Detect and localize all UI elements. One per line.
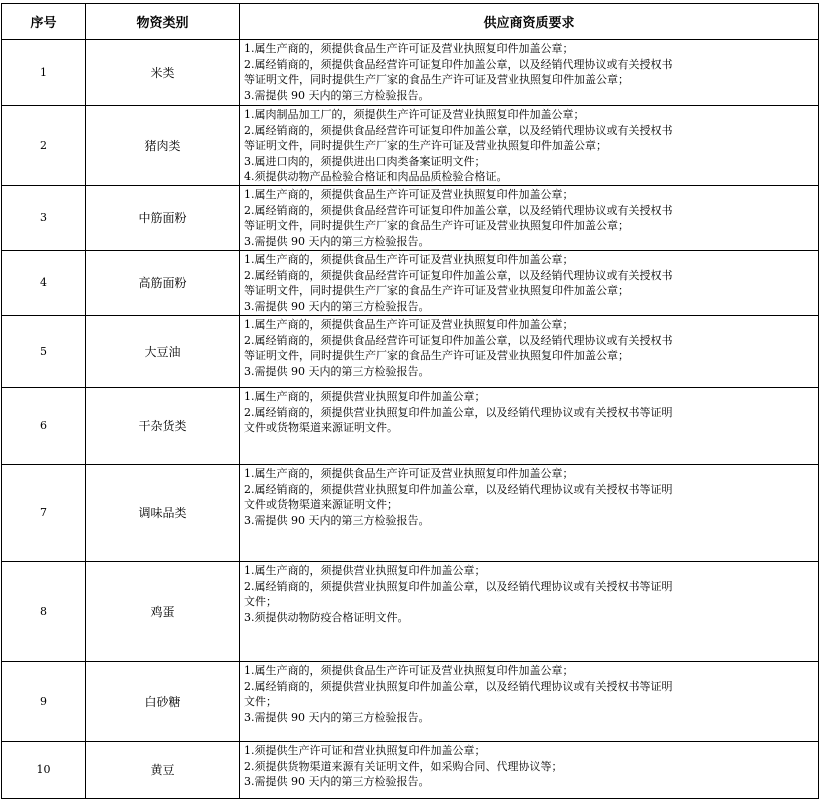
requirement-line: 1.属生产商的，须提供食品生产许可证及营业执照复印件加盖公章； <box>244 187 574 201</box>
row-requirements <box>240 661 819 741</box>
requirement-line: 等证明文件，同时提供生产厂家的食品生产许可证及营业执照复印件加盖公章； <box>244 73 629 87</box>
row-category: 中筋面粉 <box>86 185 240 250</box>
row-category: 调味品类 <box>86 464 240 561</box>
requirement-line: 等证明文件，同时提供生产厂家的食品生产许可证及营业执照复印件加盖公章； <box>244 219 629 233</box>
row-category: 猪肉类 <box>86 106 240 186</box>
requirement-line: 1.属生产商的，须提供营业执照复印件加盖公章； <box>244 389 486 403</box>
requirement-line: 4.须提供动物产品检验合格证和肉品品质检验合格证。 <box>244 170 508 184</box>
table-row <box>2 185 819 250</box>
requirement-line: 2.属经销商的，须提供食品经营许可证复印件加盖公章，以及经销代理协议或有关授权书 <box>244 57 673 71</box>
row-category: 米类 <box>86 40 240 106</box>
row-category: 干杂货类 <box>86 387 240 464</box>
row-number: 7 <box>2 464 86 561</box>
requirement-line: 2.属经销商的，须提供食品经营许可证复印件加盖公章，以及经销代理协议或有关授权书 <box>244 268 673 282</box>
row-category: 黄豆 <box>86 741 240 798</box>
requirement-line: 2.属经销商的，须提供食品经营许可证复印件加盖公章，以及经销代理协议或有关授权书 <box>244 203 673 217</box>
row-requirements <box>240 40 819 106</box>
row-requirements <box>240 250 819 315</box>
row-number: 9 <box>2 661 86 741</box>
requirement-line: 2.属经销商的，须提供食品经营许可证复印件加盖公章，以及经销代理协议或有关授权书 <box>244 123 673 137</box>
table-header-row <box>2 4 819 40</box>
table-row <box>2 106 819 186</box>
row-number: 3 <box>2 185 86 250</box>
header-requirements: 供应商资质要求 <box>240 4 819 40</box>
requirement-line: 3.需提供 90 天内的第三方检验报告。 <box>244 234 430 248</box>
requirement-line: 3.需提供 90 天内的第三方检验报告。 <box>244 775 430 789</box>
requirement-line: 3.需提供 90 天内的第三方检验报告。 <box>244 513 430 527</box>
requirement-line: 2.属经销商的，须提供营业执照复印件加盖公章，以及经销代理协议或有关授权书等证明 <box>244 579 673 593</box>
table-row <box>2 315 819 387</box>
requirement-line: 1.属生产商的，须提供食品生产许可证及营业执照复印件加盖公章； <box>244 317 574 331</box>
requirement-line: 1.属生产商的，须提供营业执照复印件加盖公章； <box>244 563 486 577</box>
supplier-qualification-table <box>1 3 819 799</box>
requirement-line: 等证明文件，同时提供生产厂家的食品生产许可证及营业执照复印件加盖公章； <box>244 349 629 363</box>
requirement-line: 3.须提供动物防疫合格证明文件。 <box>244 610 409 624</box>
row-number: 6 <box>2 387 86 464</box>
row-requirements <box>240 315 819 387</box>
requirement-line: 3.需提供 90 天内的第三方检验报告。 <box>244 710 430 724</box>
requirement-line: 3.需提供 90 天内的第三方检验报告。 <box>244 88 430 102</box>
requirement-line: 2.属经销商的，须提供营业执照复印件加盖公章，以及经销代理协议或有关授权书等证明 <box>244 482 673 496</box>
header-no: 序号 <box>2 4 86 40</box>
row-requirements <box>240 106 819 186</box>
requirement-line: 3.属进口肉的，须提供进出口肉类备案证明文件； <box>244 154 486 168</box>
table-row <box>2 250 819 315</box>
row-category: 鸡蛋 <box>86 561 240 661</box>
row-requirements <box>240 561 819 661</box>
requirement-line: 1.属生产商的，须提供食品生产许可证及营业执照复印件加盖公章； <box>244 466 574 480</box>
requirement-line: 1.属生产商的，须提供食品生产许可证及营业执照复印件加盖公章； <box>244 663 574 677</box>
table-row <box>2 561 819 661</box>
requirement-line: 等证明文件，同时提供生产厂家的食品生产许可证及营业执照复印件加盖公章； <box>244 284 629 298</box>
requirement-line: 2.属经销商的，须提供食品经营许可证复印件加盖公章，以及经销代理协议或有关授权书 <box>244 333 673 347</box>
row-number: 5 <box>2 315 86 387</box>
row-number: 8 <box>2 561 86 661</box>
requirement-line: 1.属生产商的，须提供食品生产许可证及营业执照复印件加盖公章； <box>244 252 574 266</box>
requirement-line: 2.须提供货物渠道来源有关证明文件，如采购合同、代理协议等； <box>244 759 563 773</box>
row-requirements <box>240 464 819 561</box>
row-requirements <box>240 185 819 250</box>
table-row <box>2 741 819 798</box>
requirement-line: 文件； <box>244 695 277 709</box>
row-number: 4 <box>2 250 86 315</box>
table-row <box>2 464 819 561</box>
requirement-line: 1.须提供生产许可证和营业执照复印件加盖公章； <box>244 743 486 757</box>
row-requirements <box>240 387 819 464</box>
row-category: 高筋面粉 <box>86 250 240 315</box>
header-category: 物资类别 <box>86 4 240 40</box>
requirement-line: 3.需提供 90 天内的第三方检验报告。 <box>244 364 430 378</box>
row-category: 大豆油 <box>86 315 240 387</box>
requirement-line: 等证明文件，同时提供生产厂家的生产许可证及营业执照复印件加盖公章； <box>244 139 607 153</box>
row-category: 白砂糖 <box>86 661 240 741</box>
row-number: 2 <box>2 106 86 186</box>
requirement-line: 文件或货物渠道来源证明文件； <box>244 498 398 512</box>
requirement-line: 1.属肉制品加工厂的，须提供生产许可证及营业执照复印件加盖公章； <box>244 108 585 121</box>
requirement-line: 1.属生产商的，须提供食品生产许可证及营业执照复印件加盖公章； <box>244 42 574 55</box>
table-row <box>2 387 819 464</box>
requirement-line: 2.属经销商的，须提供营业执照复印件加盖公章，以及经销代理协议或有关授权书等证明 <box>244 405 673 419</box>
requirement-line: 2.属经销商的，须提供营业执照复印件加盖公章，以及经销代理协议或有关授权书等证明 <box>244 679 673 693</box>
row-requirements <box>240 741 819 798</box>
row-number: 10 <box>2 741 86 798</box>
requirement-line: 文件； <box>244 595 277 609</box>
row-number: 1 <box>2 40 86 106</box>
table-row <box>2 661 819 741</box>
requirement-line: 3.需提供 90 天内的第三方检验报告。 <box>244 299 430 313</box>
requirement-line: 文件或货物渠道来源证明文件。 <box>244 421 398 435</box>
table-row <box>2 40 819 106</box>
